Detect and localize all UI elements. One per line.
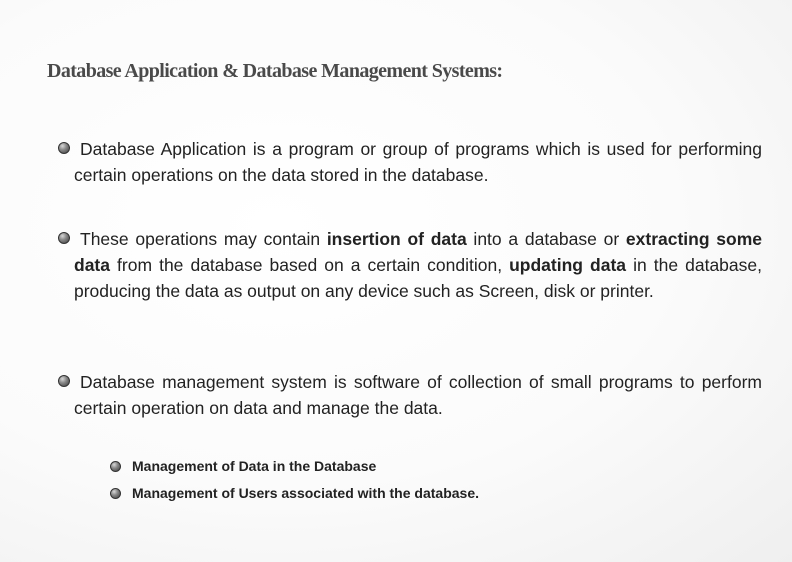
sub-item: Management of Users associated with the database.: [132, 485, 479, 501]
slide-title: Database Application & Database Management Systems:: [47, 60, 503, 82]
bullet-icon: [110, 461, 121, 472]
paragraph-database-application: Database Application is a program or group of programs which is used for performing certain operations on the data stored in the database.: [74, 139, 762, 185]
paragraph-dbms: Database management system is software of collection of small programs to perform certain operation on data and manage the data.: [74, 372, 762, 418]
bullet-icon: [110, 488, 121, 499]
sub-item: Management of Data in the Database: [132, 458, 377, 474]
paragraph-operations: These operations may contain insertion of data into a database or extracting some data from the database based on a certain condition, updating data in the database, producing the data as output on any device such as Screen, disk or printer.: [74, 229, 762, 301]
term-database-application: Database Application: [80, 139, 247, 159]
bullet-icon: [58, 375, 70, 387]
term-insertion: insertion of data: [326, 229, 467, 249]
term-updating: updating data: [509, 255, 627, 275]
bullet-icon: [58, 232, 70, 244]
term-extracting: extracting some data: [74, 229, 762, 275]
bullet-icon: [58, 142, 70, 154]
